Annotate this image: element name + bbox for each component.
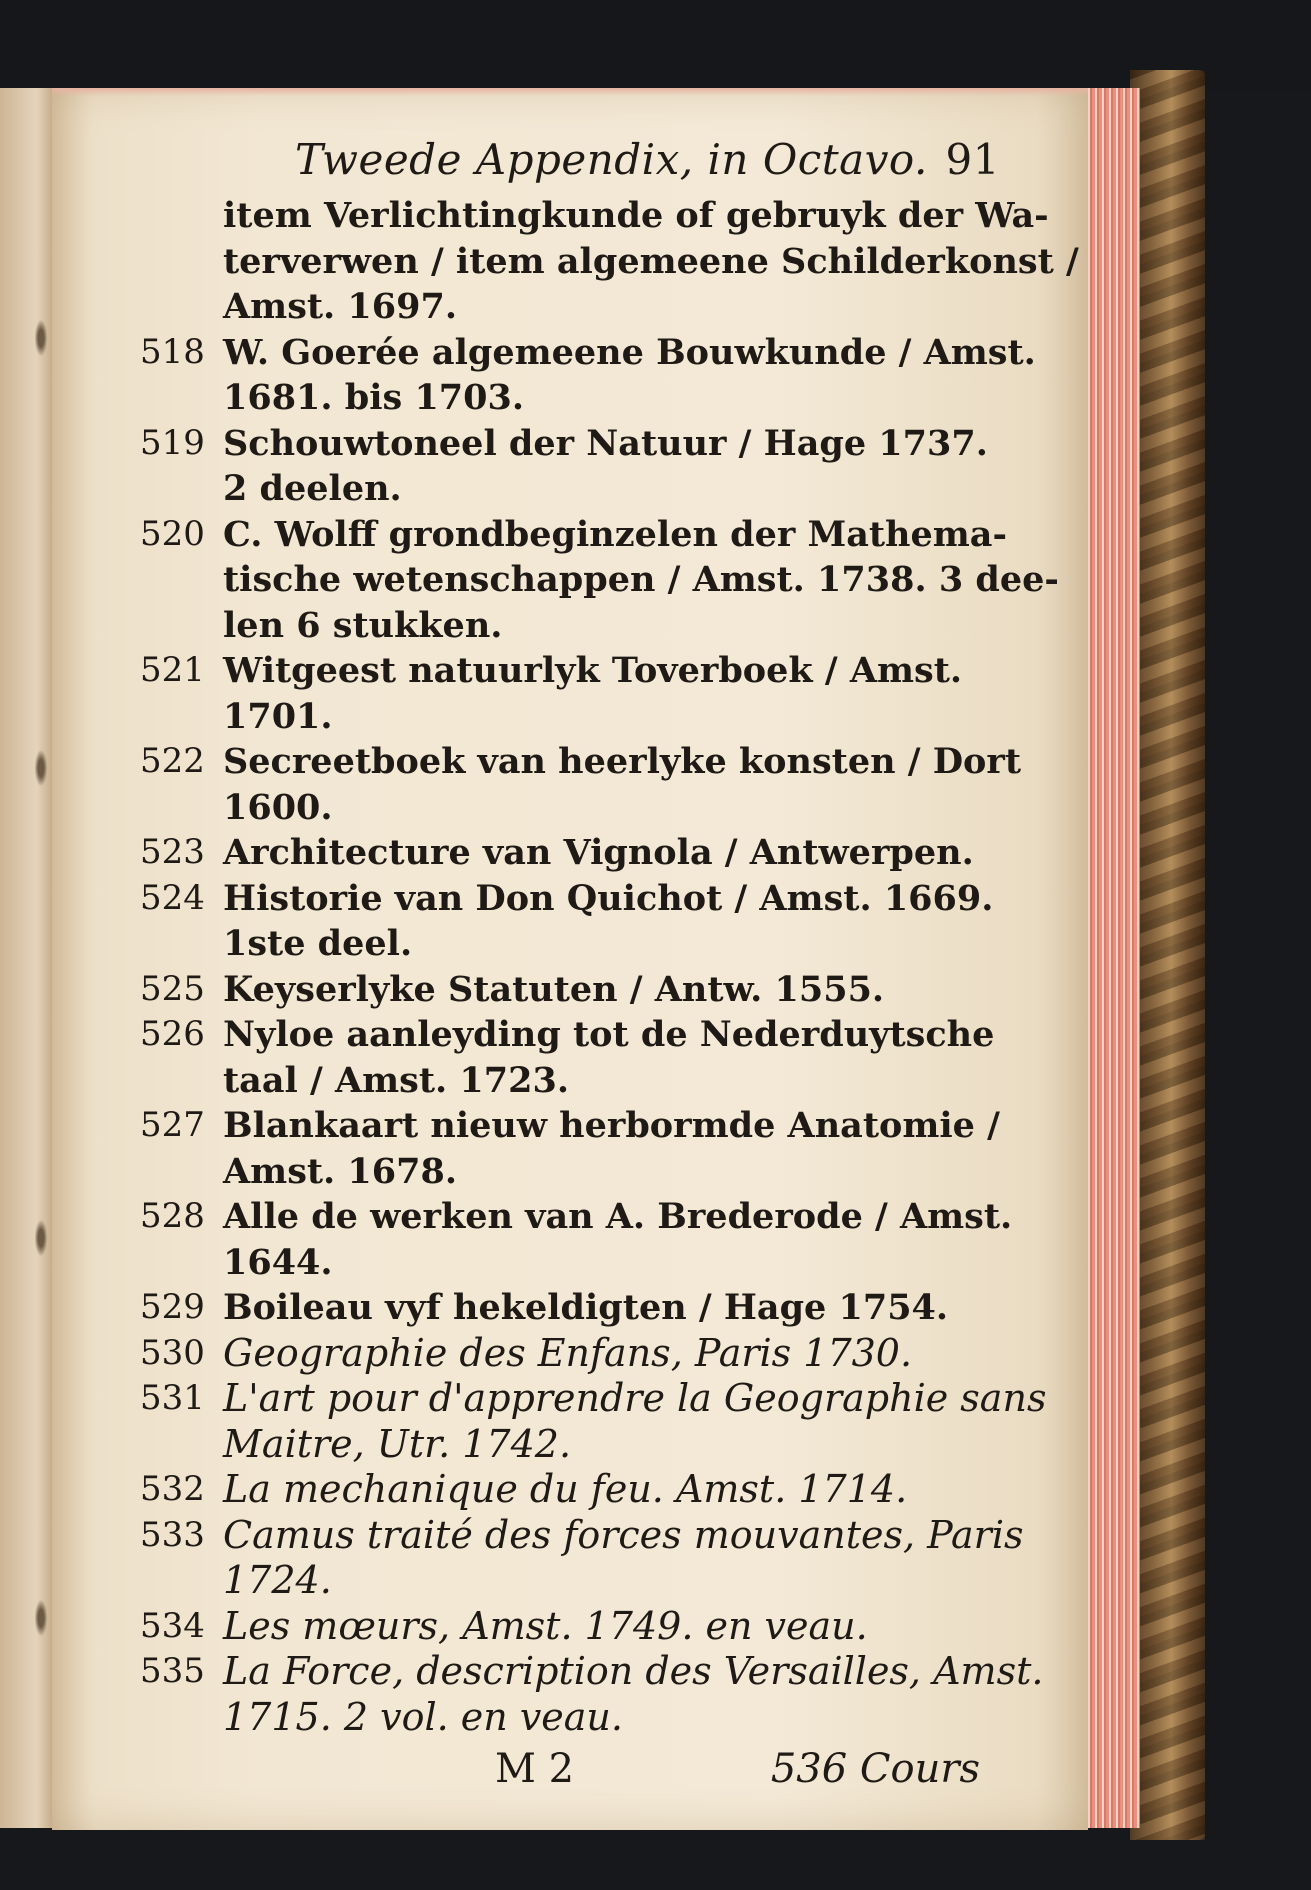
stitch-hole	[34, 748, 48, 788]
catalogue-entries	[140, 193, 1079, 1740]
catchword: 536 Cours	[770, 1746, 980, 1792]
stitch-hole	[34, 1218, 48, 1258]
catalogue-line	[140, 1467, 1000, 1513]
page-footer	[140, 1746, 1000, 1796]
entry-text: 1724.	[223, 1558, 332, 1602]
entry-number: 523	[140, 832, 205, 872]
entry-text: Camus traité des forces mouvantes, Paris	[223, 1512, 1024, 1557]
entry-number: 526	[140, 1014, 205, 1054]
catalogue-line	[140, 284, 1000, 330]
catalogue-line	[140, 512, 1007, 558]
entry-text: Secreetboek van heerlyke konsten / Dort	[223, 741, 1022, 782]
catalogue-line	[140, 1331, 1000, 1377]
entry-text: Maitre, Utr. 1742.	[223, 1421, 572, 1466]
entry-text: Architecture van Vignola / Antwerpen.	[223, 832, 974, 873]
signature-mark: M 2	[495, 1746, 575, 1792]
entry-number: 518	[140, 331, 205, 372]
entry-number: 535	[140, 1651, 205, 1691]
entry-text: Amst. 1697.	[223, 286, 458, 327]
entry-text: item Verlichtingkunde of gebruyk der Wa-	[223, 195, 1049, 236]
entry-text: Alle de werken van A. Brederode / Amst.	[223, 1196, 1013, 1237]
entry-text: La mechanique du feu. Amst. 1714.	[223, 1467, 908, 1511]
running-head: Tweede Appendix, in Octavo.	[295, 135, 928, 184]
catalogue-line	[140, 1422, 1000, 1468]
entry-text: tische wetenschappen / Amst. 1738. 3 dee-	[223, 559, 1059, 600]
entry-text: 1600.	[223, 786, 333, 828]
entry-text: Geographie des Enfans, Paris 1730.	[223, 1330, 913, 1375]
entry-text: 1644.	[223, 1241, 333, 1283]
entry-text: 2 deelen.	[223, 468, 402, 509]
entry-number: 525	[140, 968, 205, 1009]
entry-text: Witgeest natuurlyk Toverboek / Amst.	[223, 650, 963, 691]
stitch-hole	[34, 1598, 48, 1638]
page-number: 91	[945, 135, 1000, 184]
entry-text: La Force, description des Versailles, Amst.	[223, 1649, 1044, 1693]
catalogue-line	[140, 1149, 1000, 1195]
entry-text: Keyserlyke Statuten / Antw. 1555.	[223, 968, 885, 1010]
entry-text: L'art pour d'apprendre la Geographie sans	[223, 1376, 1047, 1420]
entry-text: Boileau vyf hekeldigten / Hage 1754.	[223, 1287, 949, 1328]
entry-number: 534	[140, 1605, 205, 1646]
background	[0, 0, 1311, 90]
catalogue-line	[140, 876, 1000, 922]
entry-number: 519	[140, 422, 205, 463]
catalogue-line	[140, 557, 1059, 603]
catalogue-line	[140, 1194, 1013, 1240]
catalogue-line	[140, 466, 1000, 512]
page-text	[140, 135, 1079, 1796]
catalogue-line	[140, 648, 1000, 694]
entry-text: Les mœurs, Amst. 1749. en veau.	[223, 1603, 868, 1648]
catalogue-line	[140, 694, 1000, 740]
catalogue-line	[140, 1058, 1000, 1104]
entry-text: 1715. 2 vol. en veau.	[223, 1694, 623, 1739]
entry-text: Historie van Don Quichot / Amst. 1669.	[223, 877, 994, 919]
entry-text: Blankaart nieuw herbormde Anatomie /	[223, 1105, 1000, 1146]
catalogue-line	[140, 239, 1079, 285]
entry-number: 522	[140, 741, 205, 781]
entry-number: 530	[140, 1332, 205, 1373]
catalogue-line	[140, 603, 1000, 649]
entry-text: terverwen / item algemeene Schilderkonst /	[223, 240, 1079, 282]
catalogue-line	[140, 375, 1000, 421]
catalogue-line	[140, 1512, 1024, 1559]
catalogue-line	[140, 830, 1000, 876]
entry-text: Amst. 1678.	[223, 1150, 458, 1192]
catalogue-line	[140, 1240, 1000, 1286]
marbled-cover	[1130, 70, 1205, 1840]
catalogue-line	[140, 967, 1000, 1013]
entry-text: len 6 stukken.	[223, 604, 503, 646]
catalogue-line	[140, 1604, 1000, 1650]
page-header	[140, 135, 1000, 193]
entry-number: 529	[140, 1287, 205, 1327]
entry-text: Nyloe aanleyding tot de Nederduytsche	[223, 1014, 995, 1055]
catalogue-line	[140, 1695, 1000, 1741]
catalogue-line	[140, 193, 1049, 239]
catalogue-line	[140, 1103, 1000, 1149]
entry-number: 531	[140, 1378, 205, 1418]
entry-text: C. Wolff grondbeginzelen der Mathema-	[223, 513, 1007, 555]
catalogue-line	[140, 1558, 1000, 1604]
catalogue-line	[140, 1012, 1000, 1058]
catalogue-line	[140, 421, 1000, 467]
entry-number: 528	[140, 1196, 205, 1236]
entry-text: W. Goerée algemeene Bouwkunde / Amst.	[223, 331, 1036, 373]
entry-number: 527	[140, 1105, 205, 1145]
entry-text: 1681. bis 1703.	[223, 377, 525, 418]
entry-number: 533	[140, 1514, 205, 1555]
entry-number: 524	[140, 877, 205, 918]
catalogue-line	[140, 921, 1000, 967]
catalogue-line	[140, 739, 1022, 785]
entry-number: 532	[140, 1469, 205, 1509]
catalogue-line	[140, 785, 1000, 831]
catalogue-line	[140, 1285, 1000, 1331]
entry-text: Schouwtoneel der Natuur / Hage 1737.	[223, 422, 988, 464]
stitch-hole	[34, 318, 48, 358]
catalogue-line	[140, 1376, 1047, 1422]
catalogue-line	[140, 330, 1036, 376]
catalogue-line	[140, 1649, 1044, 1695]
left-page-edge	[0, 88, 52, 1828]
entry-text: 1701.	[223, 695, 333, 737]
entry-number: 520	[140, 513, 205, 554]
entry-text: 1ste deel.	[223, 923, 413, 964]
entry-text: taal / Amst. 1723.	[223, 1059, 570, 1101]
entry-number: 521	[140, 650, 205, 690]
page-edges	[1085, 88, 1140, 1828]
